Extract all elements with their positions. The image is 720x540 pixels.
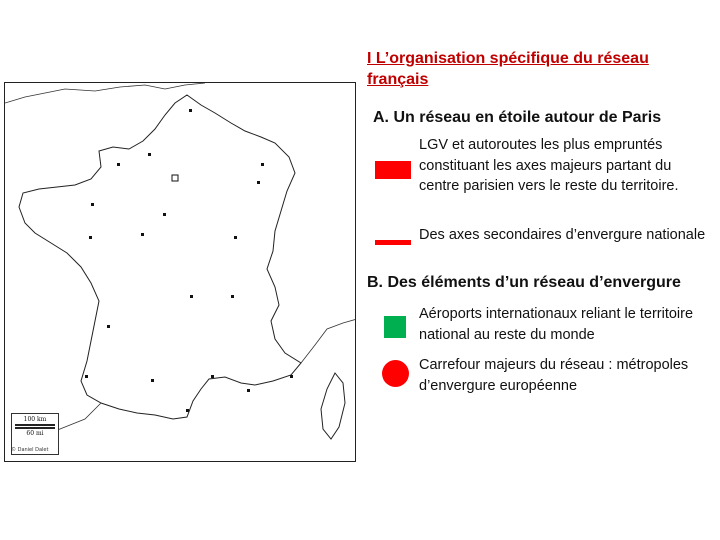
green-square-symbol <box>384 316 406 338</box>
legend-lgv-text: LGV et autoroutes les plus empruntés constituant les axes majeurs partant du centre parisien vers le reste du territoire. <box>419 137 679 194</box>
legend-airports-text: Aéroports internationaux reliant le territoire national au reste du monde <box>419 306 694 343</box>
city-dot <box>117 163 120 166</box>
thin-red-bar-symbol <box>375 240 411 245</box>
france-base-map <box>4 82 356 462</box>
city-dot <box>190 295 193 298</box>
italy-coast <box>301 319 356 363</box>
legend-metropoles-text: Carrefour majeurs du réseau : métropoles d’envergure européenne <box>419 357 689 394</box>
city-dot <box>231 295 234 298</box>
uk-coastline <box>5 83 205 103</box>
city-dot <box>107 325 110 328</box>
paris-marker <box>172 175 178 181</box>
city-dot <box>89 236 92 239</box>
france-outline-svg <box>5 83 356 462</box>
city-dot <box>91 203 94 206</box>
city-dot <box>257 181 260 184</box>
city-dot <box>234 236 237 239</box>
red-circle-symbol <box>382 360 409 387</box>
page-title: I L’organisation spécifique du réseau français <box>367 50 649 88</box>
scale-mi-label: 60 mi <box>26 430 44 437</box>
city-dot <box>85 375 88 378</box>
map-copyright: © Daniel Dalet <box>11 447 49 453</box>
thick-red-bar-symbol <box>375 161 411 179</box>
city-dot <box>163 213 166 216</box>
city-markers <box>85 109 293 412</box>
legend-secondary-text: Des axes secondaires d’envergure nationale <box>419 227 706 243</box>
scale-bar <box>15 424 55 426</box>
city-dot <box>151 379 154 382</box>
section-b-heading: B. Des éléments d’un réseau d’envergure <box>367 274 681 291</box>
city-dot <box>189 109 192 112</box>
city-dot <box>247 389 250 392</box>
france-outline <box>19 95 301 419</box>
corsica-outline <box>321 373 345 439</box>
city-dot <box>141 233 144 236</box>
city-dot <box>261 163 264 166</box>
city-dot <box>148 153 151 156</box>
scale-bar <box>15 427 55 429</box>
section-a-heading: A. Un réseau en étoile autour de Paris <box>373 109 662 126</box>
city-dot <box>290 375 293 378</box>
city-dot <box>186 409 189 412</box>
city-dot <box>211 375 214 378</box>
scale-km-label: 100 km <box>23 416 47 423</box>
